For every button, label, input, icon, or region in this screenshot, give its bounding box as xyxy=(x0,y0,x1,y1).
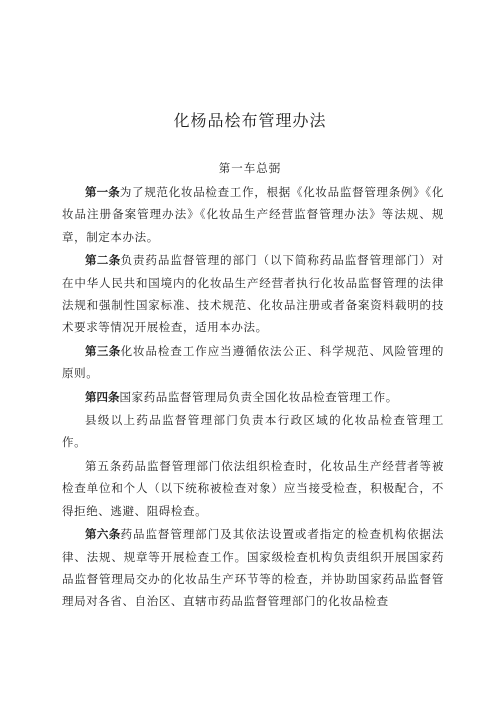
article-label: 第三条 xyxy=(85,343,121,358)
article-text: 县级以上药品监督管理部门负责本行政区域的化妆品检查管理工作。 xyxy=(62,413,444,450)
article-paragraph xyxy=(62,523,444,613)
article-text: 为了规范化妆品检查工作，根据《化妆品监督管理条例》《化妆品注册备案管理办法》《化妆品生产经营监督管理办法》等法规、规章，制定本办法。 xyxy=(62,185,445,244)
chapter-heading: 第一车总弼 xyxy=(218,161,282,175)
article-text: 化妆品检查工作应当遵循依法公正、科学规范、风险管理的原则。 xyxy=(62,343,444,381)
article-paragraph xyxy=(62,181,444,248)
article-text: 负责药品监督管理的部门（以下简称药品监督管理部门）对在中华人民共和国境内的化妆品生产经营者执行化妆品监督管理的法律法规和强制性国家标准、技术规范、化妆品注册或者备案资料载明的技术要求等情况开展检查，适用本办法。 xyxy=(62,253,444,335)
article-paragraph xyxy=(62,386,444,408)
article-paragraph xyxy=(62,340,444,385)
article-label: 第六条 xyxy=(85,527,121,542)
article-text: 国家药品监督管理局负责全国化妆品检查管理工作。 xyxy=(119,389,398,404)
article-paragraph xyxy=(62,409,444,454)
document-body xyxy=(62,181,444,614)
article-label: 第一条 xyxy=(85,185,120,199)
article-text: 药品监督管理部门及其依法设置或者指定的检查机构依据法律、法规、规章等开展检查工作。国家级检查机构负责组织开展国家药品监督管理局交办的化妆品生产环节等的检查，并协助国家药品监督管理局对各省、自治区、直辖市药品监督管理部门的化妆品检查 xyxy=(62,527,444,609)
article-paragraph xyxy=(62,249,444,339)
article-text: 第五条药品监督管理部门依法组织检查时，化妆品生产经营者等被检查单位和个人（以下统称被检查对象）应当接受检查，积极配合，不得拒绝、逃避、阻碍检查。 xyxy=(62,458,444,518)
article-label: 第四条 xyxy=(85,389,120,404)
article-paragraph xyxy=(62,455,444,522)
document-title: 化杨品桧布管理办法 xyxy=(173,111,327,130)
article-label: 第二条 xyxy=(85,253,121,268)
